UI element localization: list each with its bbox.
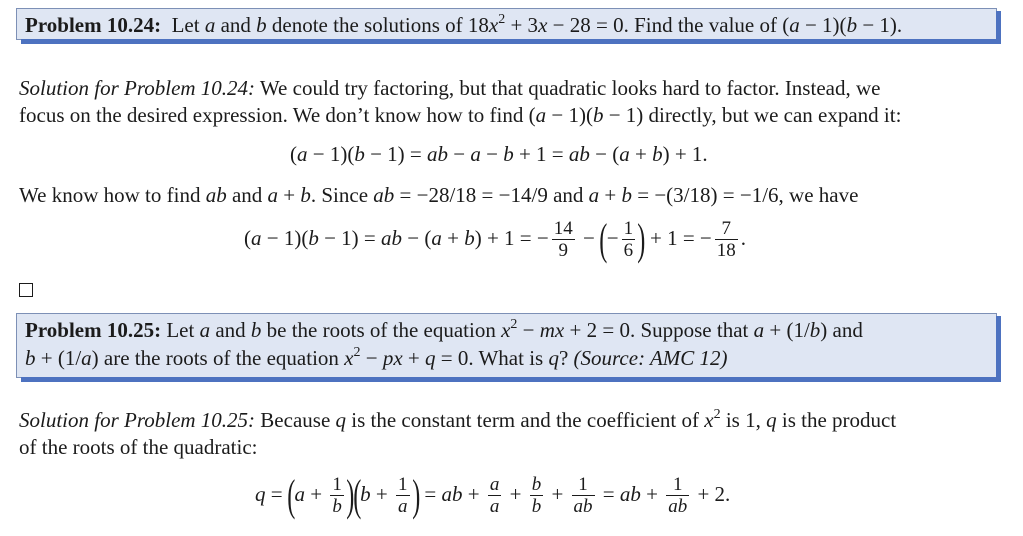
fraction-1-ab: $\frac{1}{ab}$ — [573, 473, 593, 517]
problem-10-25-line-1: Problem 10.25: Let a and b be the roots of the equation $x^2$ − mx + 2 = 0. Suppose that a + (1/b) and — [25, 317, 863, 342]
problem-10-24-box — [16, 8, 997, 40]
fraction-14-9: $\frac{14}{9}$ — [553, 217, 573, 261]
problem-10-24-text: Let a and b denote the solutions of $18x^2 + 3x - 28 = 0$. Find the value of (a − 1)(b − 1). — [171, 12, 903, 37]
solution-10-24-line-2: focus on the desired expression. We don’t know how to find (a − 1)(b − 1) directly, but we can expand it: — [19, 103, 902, 127]
fraction-1-6: $\frac{1}{6}$ — [623, 217, 634, 261]
box-shadow-right — [996, 316, 1001, 382]
solution-10-25-line-2: of the roots of the quadratic: — [19, 435, 258, 459]
qed-square-icon — [19, 283, 33, 297]
fraction-a-a: $\frac{a}{a}$ — [489, 473, 500, 517]
problem-10-24-heading: Problem 10.24: — [25, 13, 162, 37]
box-shadow-bottom — [21, 377, 1001, 382]
solution-10-24-heading: Solution for Problem 10.24: — [19, 76, 256, 100]
fraction-1-ab-2: $\frac{1}{ab}$ — [668, 473, 688, 517]
problem-10-25-box — [16, 313, 997, 378]
equation-evaluation: (a − 1)(b − 1) = ab − (a + b) + 1 = − $\frac{14}{9}$ − (− $\frac{1}{6}$ ) + 1 = − $\frac{7}{18}$ . — [244, 215, 747, 264]
solution-10-25-heading: Solution for Problem 10.25: — [19, 408, 256, 432]
solution-10-24-line-3: We know how to find ab and a + b. Since ab = −28/18 = −14/9 and a + b = −(3/18) = −1/6, we have — [19, 183, 859, 207]
problem-10-25-source: (Source: AMC 12) — [573, 346, 728, 370]
fraction-1-a: $\frac{1}{a}$ — [398, 473, 408, 517]
solution-10-24-line-1: Solution for Problem 10.24: We could try factoring, but that quadratic looks hard to factor. Instead, we — [19, 76, 881, 100]
fraction-7-18: $\frac{7}{18}$ — [716, 217, 736, 261]
solution-10-25-line-1: Solution for Problem 10.25: Because q is the constant term and the coefficient of $x^2$ is 1, q is the product — [19, 407, 897, 432]
equation-product-of-roots: q = (a + $\frac{1}{b}$ )(b + $\frac{1}{a}$ ) = ab + $\frac{a}{a}$ + $\frac{b}{b}$ + $\frac{1}{ab}$ = ab + $\frac{1}{ab}$ + 2. — [255, 471, 731, 520]
box-shadow-bottom — [21, 39, 1001, 44]
fraction-1-b: $\frac{1}{b}$ — [332, 473, 342, 517]
equation-expansion: (a − 1)(b − 1) = ab − a − b + 1 = ab − (a + b) + 1. — [290, 142, 708, 166]
problem-10-25-heading: Problem 10.25: — [25, 318, 162, 342]
fraction-b-b: $\frac{b}{b}$ — [531, 473, 542, 517]
problem-10-25-line-2: b + (1/a) are the roots of the equation $x^2$ − px + q = 0. What is q? (Source: AMC 12) — [25, 345, 728, 370]
